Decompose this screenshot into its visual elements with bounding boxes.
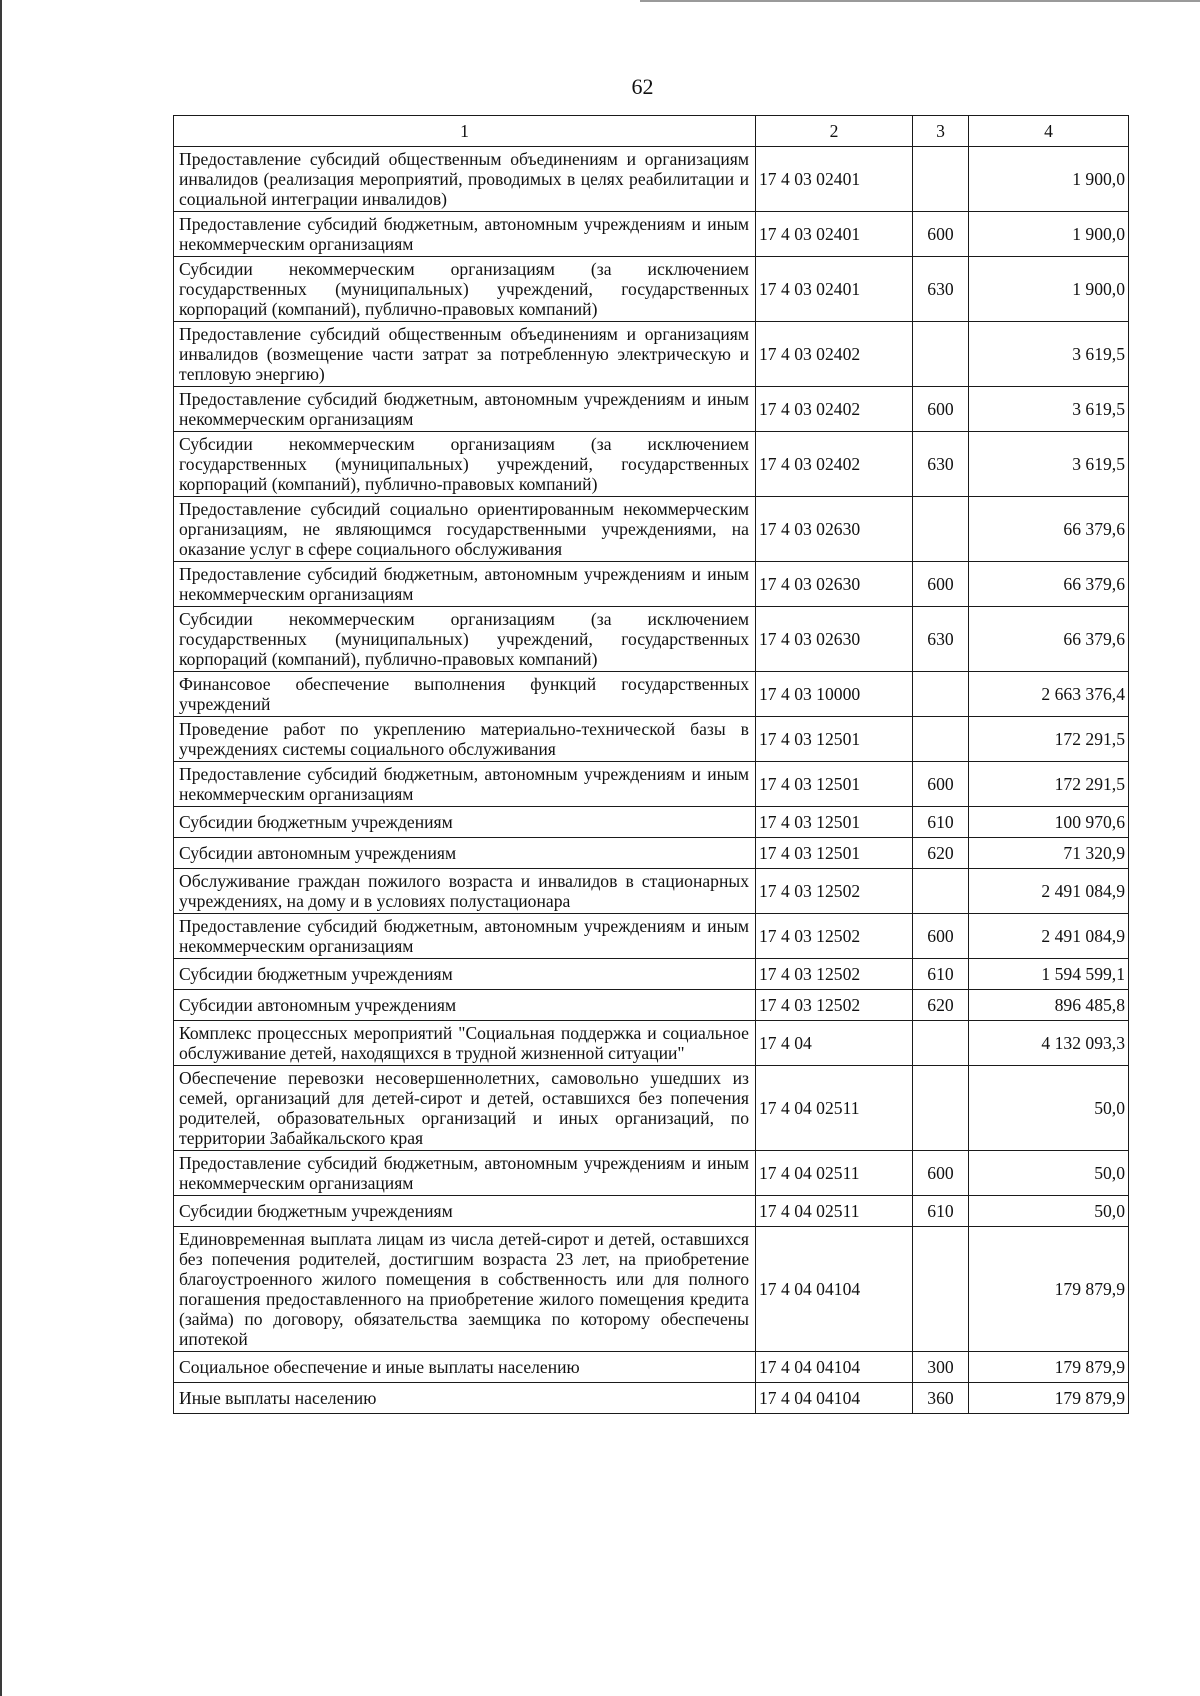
row-amount: 3 619,5 [969,387,1129,432]
row-code: 17 4 03 12502 [756,869,913,914]
table-row [174,387,1129,432]
row-type: 620 [913,990,969,1021]
row-name: Субсидии некоммерческим организациям (за исключением государственных (муниципальных) учреждений, государственных корпораций (компаний), публично-правовых компаний) [174,607,756,672]
row-code: 17 4 04 04104 [756,1383,913,1414]
table-header-row [174,116,1129,147]
row-type: 630 [913,257,969,322]
budget-table [173,115,1129,1414]
row-type: 300 [913,1352,969,1383]
table-row [174,914,1129,959]
row-amount: 172 291,5 [969,762,1129,807]
table-row [174,869,1129,914]
row-type: 600 [913,914,969,959]
row-amount: 2 663 376,4 [969,672,1129,717]
row-code: 17 4 03 02630 [756,562,913,607]
row-type [913,717,969,762]
row-type [913,1066,969,1151]
row-amount: 2 491 084,9 [969,869,1129,914]
table-row [174,838,1129,869]
row-name: Проведение работ по укреплению материально-технической базы в учреждениях системы социального обслуживания [174,717,756,762]
table-row [174,717,1129,762]
row-amount: 179 879,9 [969,1383,1129,1414]
row-name: Обеспечение перевозки несовершеннолетних, самовольно ушедших из семей, организаций для детей-сирот и детей, оставшихся без попечения родителей, образовательных организаций и иных организаций, по территории Забайкальского края [174,1066,756,1151]
column-header-amount: 4 [969,116,1129,147]
row-code: 17 4 03 02402 [756,432,913,497]
row-name: Социальное обеспечение и иные выплаты населению [174,1352,756,1383]
table-row [174,607,1129,672]
table-row [174,1383,1129,1414]
row-amount: 896 485,8 [969,990,1129,1021]
row-amount: 3 619,5 [969,322,1129,387]
row-type: 620 [913,838,969,869]
row-type: 600 [913,212,969,257]
row-name: Обслуживание граждан пожилого возраста и инвалидов в стационарных учреждениях, на дому и в условиях полустационара [174,869,756,914]
row-code: 17 4 03 12501 [756,807,913,838]
row-code: 17 4 03 10000 [756,672,913,717]
table-row [174,959,1129,990]
row-name: Субсидии автономным учреждениям [174,990,756,1021]
row-code: 17 4 03 02401 [756,257,913,322]
row-code: 17 4 04 02511 [756,1151,913,1196]
row-name: Предоставление субсидий бюджетным, автономным учреждениям и иным некоммерческим организациям [174,1151,756,1196]
row-name: Предоставление субсидий бюджетным, автономным учреждениям и иным некоммерческим организациям [174,762,756,807]
row-type: 630 [913,432,969,497]
row-code: 17 4 04 02511 [756,1066,913,1151]
row-name: Комплекс процессных мероприятий "Социальная поддержка и социальное обслуживание детей, находящихся в трудной жизненной ситуации" [174,1021,756,1066]
row-amount: 1 900,0 [969,212,1129,257]
row-code: 17 4 03 02402 [756,322,913,387]
row-code: 17 4 03 02630 [756,497,913,562]
table-row [174,762,1129,807]
row-code: 17 4 03 12501 [756,762,913,807]
table-row [174,1151,1129,1196]
table-row [174,1196,1129,1227]
row-amount: 2 491 084,9 [969,914,1129,959]
row-type: 600 [913,387,969,432]
table-row [174,990,1129,1021]
table-row [174,497,1129,562]
row-name: Предоставление субсидий бюджетным, автономным учреждениям и иным некоммерческим организациям [174,212,756,257]
row-amount: 71 320,9 [969,838,1129,869]
row-type: 600 [913,562,969,607]
row-type [913,497,969,562]
row-code: 17 4 03 12502 [756,914,913,959]
row-name: Предоставление субсидий общественным объединениям и организациям инвалидов (реализация мероприятий, проводимых в целях реабилитации и социальной интеграции инвалидов) [174,147,756,212]
row-code: 17 4 03 02630 [756,607,913,672]
table-row [174,1066,1129,1151]
row-name: Предоставление субсидий бюджетным, автономным учреждениям и иным некоммерческим организациям [174,387,756,432]
row-code: 17 4 03 12501 [756,838,913,869]
row-name: Субсидии бюджетным учреждениям [174,807,756,838]
table-row [174,672,1129,717]
table-row [174,1352,1129,1383]
table-row [174,807,1129,838]
table-row [174,212,1129,257]
row-name: Предоставление субсидий бюджетным, автономным учреждениям и иным некоммерческим организациям [174,914,756,959]
row-type: 630 [913,607,969,672]
row-name: Субсидии бюджетным учреждениям [174,1196,756,1227]
row-amount: 66 379,6 [969,607,1129,672]
row-amount: 50,0 [969,1196,1129,1227]
column-header-code: 2 [756,116,913,147]
row-code: 17 4 04 02511 [756,1196,913,1227]
row-code: 17 4 04 [756,1021,913,1066]
page-left-edge [0,0,2,1696]
row-type [913,147,969,212]
row-code: 17 4 03 02401 [756,212,913,257]
row-name: Предоставление субсидий бюджетным, автономным учреждениям и иным некоммерческим организациям [174,562,756,607]
row-type [913,869,969,914]
row-name: Субсидии некоммерческим организациям (за исключением государственных (муниципальных) учреждений, государственных корпораций (компаний), публично-правовых компаний) [174,257,756,322]
row-amount: 1 900,0 [969,147,1129,212]
row-name: Субсидии бюджетным учреждениям [174,959,756,990]
row-code: 17 4 03 12501 [756,717,913,762]
row-code: 17 4 03 02401 [756,147,913,212]
row-name: Единовременная выплата лицам из числа детей-сирот и детей, оставшихся без попечения родителей, достигшим возраста 23 лет, на приобретение благоустроенного жилого помещения в собственность или для полного погашения предоставленного на приобретение жилого помещения кредита (займа) по договору, обязательства заемщика по которому обеспечены ипотекой [174,1227,756,1352]
row-amount: 3 619,5 [969,432,1129,497]
row-name: Иные выплаты населению [174,1383,756,1414]
row-name: Субсидии некоммерческим организациям (за исключением государственных (муниципальных) учреждений, государственных корпораций (компаний), публично-правовых компаний) [174,432,756,497]
table-row [174,147,1129,212]
row-amount: 50,0 [969,1151,1129,1196]
row-amount: 66 379,6 [969,497,1129,562]
row-name: Субсидии автономным учреждениям [174,838,756,869]
page-top-edge [640,0,1200,2]
row-amount: 4 132 093,3 [969,1021,1129,1066]
row-amount: 50,0 [969,1066,1129,1151]
row-amount: 1 900,0 [969,257,1129,322]
row-amount: 179 879,9 [969,1352,1129,1383]
row-type [913,1021,969,1066]
row-amount: 172 291,5 [969,717,1129,762]
table-row [174,562,1129,607]
row-type: 610 [913,807,969,838]
table-row [174,257,1129,322]
row-type [913,672,969,717]
row-type: 600 [913,1151,969,1196]
table-row [174,1227,1129,1352]
row-type: 360 [913,1383,969,1414]
column-header-name: 1 [174,116,756,147]
row-type: 610 [913,959,969,990]
table-row [174,322,1129,387]
row-amount: 1 594 599,1 [969,959,1129,990]
row-amount: 179 879,9 [969,1227,1129,1352]
row-amount: 100 970,6 [969,807,1129,838]
table-row [174,432,1129,497]
row-code: 17 4 03 12502 [756,990,913,1021]
row-name: Предоставление субсидий общественным объединениям и организациям инвалидов (возмещение части затрат за потребленную электрическую и тепловую энергию) [174,322,756,387]
row-name: Предоставление субсидий социально ориентированным некоммерческим организациям, не являющимся государственными учреждениями, на оказание услуг в сфере социального обслуживания [174,497,756,562]
row-type: 610 [913,1196,969,1227]
row-type [913,322,969,387]
column-header-type: 3 [913,116,969,147]
row-type: 600 [913,762,969,807]
row-code: 17 4 03 02402 [756,387,913,432]
row-type [913,1227,969,1352]
table-row [174,1021,1129,1066]
row-amount: 66 379,6 [969,562,1129,607]
row-name: Финансовое обеспечение выполнения функций государственных учреждений [174,672,756,717]
row-code: 17 4 04 04104 [756,1227,913,1352]
row-code: 17 4 03 12502 [756,959,913,990]
row-code: 17 4 04 04104 [756,1352,913,1383]
page-number: 62 [631,74,654,99]
